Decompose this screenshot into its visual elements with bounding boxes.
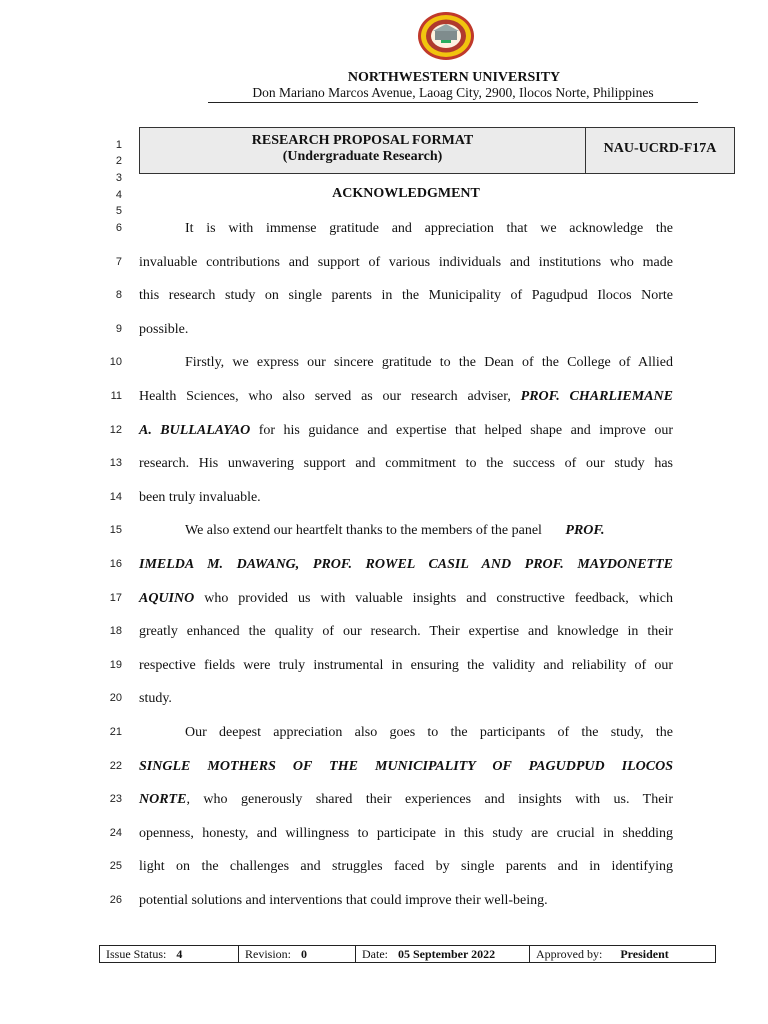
line-number: 13 [109,457,122,469]
approved-by-value: President [620,947,669,961]
form-title: RESEARCH PROPOSAL FORMAT [251,133,474,148]
body-line: possible. [139,322,189,337]
participants-name: NORTE [139,792,187,807]
line-number: 17 [109,592,122,604]
revision-cell [239,946,356,962]
line-number: 3 [115,172,122,184]
revision-label: Revision: [245,947,292,961]
line-number: 15 [109,524,122,536]
line-number: 18 [109,625,122,637]
issue-status-value: 4 [176,947,183,961]
date-value: 05 September 2022 [398,947,496,961]
body-line: light on the challenges and struggles faced by single parents and in identifying [139,859,673,874]
form-title-cell [140,128,586,173]
line-number: 14 [109,491,122,503]
approved-by-cell [530,946,715,962]
body-line: invaluable contributions and support of various individuals and institutions who made [139,255,673,270]
issue-status-label: Issue Status: [106,947,167,961]
body-line [139,590,673,608]
body-line: research. His unwavering support and commitment to the success of our study has [139,456,673,471]
line-number: 11 [110,390,122,402]
line-number: 24 [109,827,122,839]
body-line: Our deepest appreciation also goes to the participants of the study, the [185,725,673,740]
university-address: Don Mariano Marcos Avenue, Laoag City, 2900, Ilocos Norte, Philippines [208,85,698,103]
line-number: 20 [109,692,122,704]
university-seal-icon [417,11,475,61]
participants-line: SINGLE MOTHERS OF THE MUNICIPALITY OF PAGUDPUD ILOCOS [139,759,673,774]
body-line: been truly invaluable. [139,490,261,505]
body-line [139,522,673,540]
body-line: greatly enhanced the quality of our research. Their expertise and knowledge in their [139,624,673,639]
line-number: 12 [109,424,122,436]
line-number: 9 [115,323,122,335]
panel-name: PROF. [565,523,605,538]
date-cell [356,946,530,962]
issue-status-cell [100,946,239,962]
university-name: NORTHWESTERN UNIVERSITY [347,70,561,85]
line-number: 6 [115,222,122,234]
line-number: 19 [109,659,122,671]
line-number: 10 [109,356,122,368]
body-line: study. [139,691,172,706]
line-number: 2 [115,155,122,167]
line-number: 22 [109,760,122,772]
body-text: Health Sciences, who also served as our research adviser, [139,389,511,404]
panel-names-line: IMELDA M. DAWANG, PROF. ROWEL CASIL AND PROF. MAYDONETTE [139,557,673,572]
body-text: We also extend our heartfelt thanks to the members of the panel [185,523,542,538]
line-number: 16 [109,558,122,570]
body-line: It is with immense gratitude and appreciation that we acknowledge the [185,221,673,236]
line-number: 7 [115,256,122,268]
line-number: 25 [109,860,122,872]
body-line: openness, honesty, and willingness to participate in this study are crucial in shedding [139,826,673,841]
line-number: 26 [109,894,122,906]
body-line: this research study on single parents in the Municipality of Pagudpud Ilocos Norte [139,288,673,303]
section-heading: ACKNOWLEDGMENT [332,186,480,201]
form-subtitle: (Undergraduate Research) [282,149,443,164]
body-line: respective fields were truly instrumental in ensuring the validity and reliability of our [139,658,673,673]
body-text: who provided us with valuable insights and constructive feedback, which [204,591,673,606]
body-line: potential solutions and interventions that could improve their well-being. [139,893,548,908]
body-line [139,422,673,440]
body-line: Firstly, we express our sincere gratitude to the Dean of the College of Allied [185,355,673,370]
form-code: NAU-UCRD-F17A [603,141,717,156]
line-number: 21 [109,726,122,738]
panel-name: AQUINO [139,591,195,606]
adviser-name: A. BULLALAYAO [139,423,251,438]
adviser-name: PROF. CHARLIEMANE [520,389,673,404]
date-label: Date: [362,947,388,961]
approved-by-label: Approved by: [536,947,603,961]
form-header-box [139,127,735,174]
line-number: 5 [115,205,122,217]
body-text: for his guidance and expertise that helped shape and improve our [258,423,674,438]
line-number: 23 [109,793,122,805]
body-line [139,791,673,809]
line-number: 8 [115,289,122,301]
line-number: 4 [115,189,122,201]
line-number: 1 [115,139,122,151]
body-text: , who generously shared their experiences and insights with us. Their [186,792,673,807]
revision-value: 0 [301,947,308,961]
body-line [139,388,673,406]
document-footer [99,945,716,963]
